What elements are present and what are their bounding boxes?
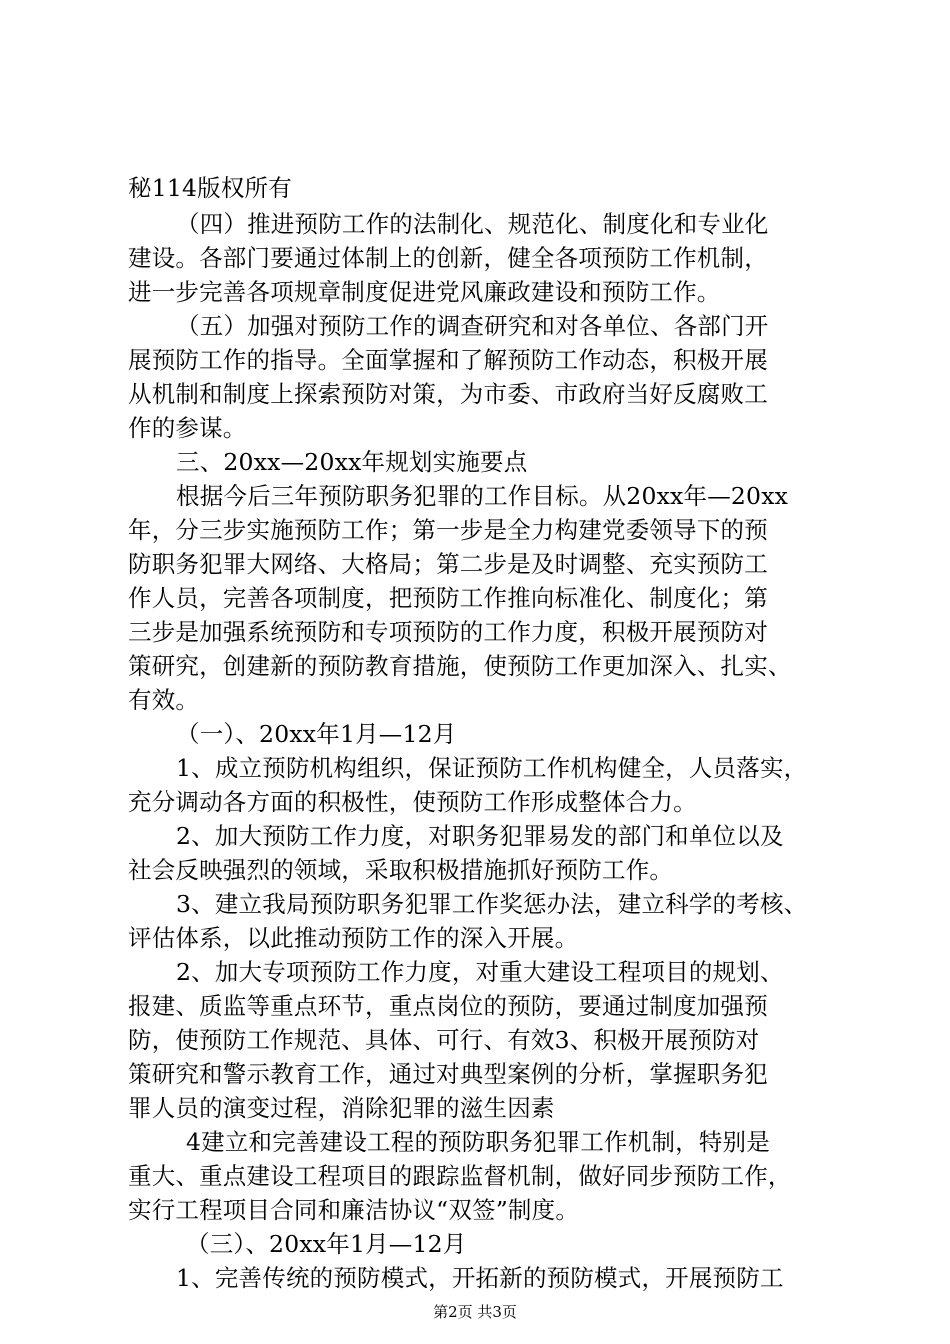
paragraph-line: 4建立和完善建设工程的预防职务犯罪工作机制，特别是 xyxy=(186,1128,770,1156)
paragraph-line: 评估体系，以此推动预防工作的深入开展。 xyxy=(128,924,579,952)
paragraph-line: 进一步完善各项规章制度促进党风廉政建设和预防工作。 xyxy=(128,278,721,306)
paragraph-line: 罪人员的演变过程，消除犯罪的滋生因素 xyxy=(128,1094,555,1122)
paragraph-line: 1、成立预防机构组织，保证预防工作机构健全，人员落实， xyxy=(176,754,808,782)
subsection-heading: （一）、20xx年1月—12月 xyxy=(176,720,457,748)
paragraph-line: 防，使预防工作规范、具体、可行、有效3、积极开展预防对 xyxy=(128,1026,760,1054)
paragraph-line: 社会反映强烈的领域，采取积极措施抓好预防工作。 xyxy=(128,856,674,884)
paragraph-line: 防职务犯罪大网络、大格局；第二步是及时调整、充实预防工 xyxy=(128,550,768,578)
paragraph-line: 2、加大专项预防工作力度，对重大建设工程项目的规划、 xyxy=(176,958,784,986)
paragraph-line: 实行工程项目合同和廉洁协议“双签”制度。 xyxy=(128,1196,580,1224)
header-text: 秘114版权所有 xyxy=(128,174,292,202)
subsection-heading: （三）、20xx年1月—12月 xyxy=(186,1230,467,1258)
paragraph-line: （五）加强对预防工作的调查研究和对各单位、各部门开 xyxy=(176,312,769,340)
section-heading: 三、20xx—20xx年规划实施要点 xyxy=(176,448,528,476)
paragraph-line: 2、加大预防工作力度，对职务犯罪易发的部门和单位以及 xyxy=(176,822,784,850)
paragraph-line: 有效。 xyxy=(128,686,200,714)
paragraph-line: 年，分三步实施预防工作；第一步是全力构建党委领导下的预 xyxy=(128,516,768,544)
paragraph-line: 充分调动各方面的积极性，使预防工作形成整体合力。 xyxy=(128,788,697,816)
paragraph-line: 1、完善传统的预防模式，开拓新的预防模式，开展预防工 xyxy=(176,1264,784,1292)
paragraph-line: （四）推进预防工作的法制化、规范化、制度化和专业化 xyxy=(176,210,769,238)
paragraph-line: 从机制和制度上探索预防对策，为市委、市政府当好反腐败工 xyxy=(128,380,768,408)
paragraph-line: 展预防工作的指导。全面掌握和了解预防工作动态，积极开展 xyxy=(128,346,768,374)
page-footer: 第2页 共3页 xyxy=(433,1303,517,1321)
paragraph-line: 三步是加强系统预防和专项预防的工作力度，积极开展预防对 xyxy=(128,618,768,646)
paragraph-line: 作的参谋。 xyxy=(128,414,247,442)
paragraph-line: 策研究，创建新的预防教育措施，使预防工作更加深入、扎实、 xyxy=(128,652,792,680)
paragraph-line: 建设。各部门要通过体制上的创新，健全各项预防工作机制， xyxy=(128,244,768,272)
paragraph-line: 策研究和警示教育工作，通过对典型案例的分析，掌握职务犯 xyxy=(128,1060,768,1088)
paragraph-line: 报建、质监等重点环节，重点岗位的预防，要通过制度加强预 xyxy=(128,992,768,1020)
paragraph-line: 重大、重点建设工程项目的跟踪监督机制，做好同步预防工作， xyxy=(128,1162,792,1190)
paragraph-line: 作人员，完善各项制度，把预防工作推向标准化、制度化；第 xyxy=(128,584,768,612)
paragraph-line: 根据今后三年预防职务犯罪的工作目标。从20xx年—20xx xyxy=(176,482,789,510)
paragraph-line: 3、建立我局预防职务犯罪工作奖惩办法，建立科学的考核、 xyxy=(176,890,808,918)
